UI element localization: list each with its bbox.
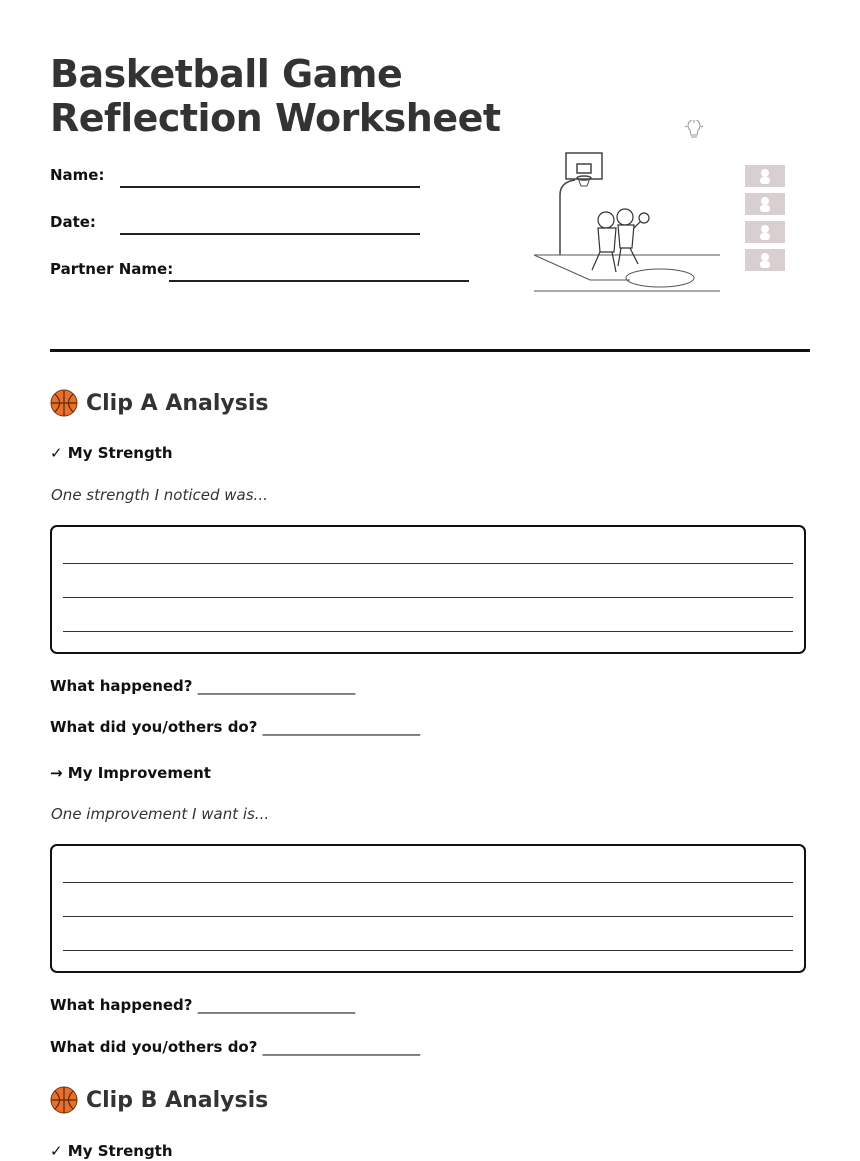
lightbulb-icon (685, 120, 703, 137)
clip-a-title (50, 389, 268, 417)
clip-a-improvement-heading: → My Improvement (50, 764, 211, 782)
header-divider (50, 349, 810, 352)
clip-b-title (50, 1086, 268, 1114)
what-did-label: What did you/others do? (50, 1038, 258, 1056)
clip-a-strength-answer-box[interactable] (50, 525, 806, 654)
clip-a-title-text: Clip A Analysis (86, 390, 269, 416)
clip-a-improvement-prompt: One improvement I want is... (51, 805, 270, 823)
answer-line[interactable] (63, 631, 793, 632)
what-happened-blank[interactable]: _____________________ (197, 677, 356, 695)
answer-line[interactable] (63, 597, 793, 598)
person-icon (758, 168, 772, 184)
clip-b-title-text: Clip B Analysis (86, 1087, 269, 1113)
what-happened-label: What happened? (50, 996, 193, 1014)
thumbnail-3[interactable] (745, 221, 785, 243)
answer-line[interactable] (63, 916, 793, 917)
what-happened-blank[interactable]: _____________________ (197, 996, 356, 1014)
basketball-illustration (530, 120, 730, 296)
clip-a-improvement-answer-box[interactable] (50, 844, 806, 973)
clip-a-strength-what-happened[interactable] (50, 677, 355, 695)
name-label: Name: (50, 166, 105, 184)
partner-name-label: Partner Name: (50, 260, 174, 278)
partner-name-field[interactable] (50, 254, 470, 284)
date-field[interactable] (50, 207, 420, 237)
date-label: Date: (50, 213, 96, 231)
person-icon (758, 224, 772, 240)
worksheet-title: Basketball Game Reflection Worksheet (50, 52, 501, 140)
basketball-icon (50, 1086, 78, 1114)
clip-a-strength-what-did[interactable] (50, 718, 420, 736)
what-did-label: What did you/others do? (50, 718, 258, 736)
thumbnail-strip (745, 165, 787, 277)
name-line[interactable] (120, 186, 420, 188)
clip-b-strength-heading: ✓ My Strength (50, 1142, 173, 1160)
thumbnail-1[interactable] (745, 165, 785, 187)
thumbnail-2[interactable] (745, 193, 785, 215)
partner-name-line[interactable] (169, 280, 469, 282)
what-did-blank[interactable]: _____________________ (262, 718, 421, 736)
clip-a-improvement-what-did[interactable] (50, 1038, 420, 1056)
what-happened-label: What happened? (50, 677, 193, 695)
answer-line[interactable] (63, 563, 793, 564)
clip-a-improvement-what-happened[interactable] (50, 996, 355, 1014)
what-did-blank[interactable]: _____________________ (262, 1038, 421, 1056)
answer-line[interactable] (63, 950, 793, 951)
thumbnail-4[interactable] (745, 249, 785, 271)
name-field[interactable] (50, 160, 420, 190)
basketball-icon (50, 389, 78, 417)
clip-a-strength-prompt: One strength I noticed was... (51, 486, 268, 504)
person-icon (758, 252, 772, 268)
clip-a-strength-heading: ✓ My Strength (50, 444, 173, 462)
date-line[interactable] (120, 233, 420, 235)
person-icon (758, 196, 772, 212)
answer-line[interactable] (63, 882, 793, 883)
